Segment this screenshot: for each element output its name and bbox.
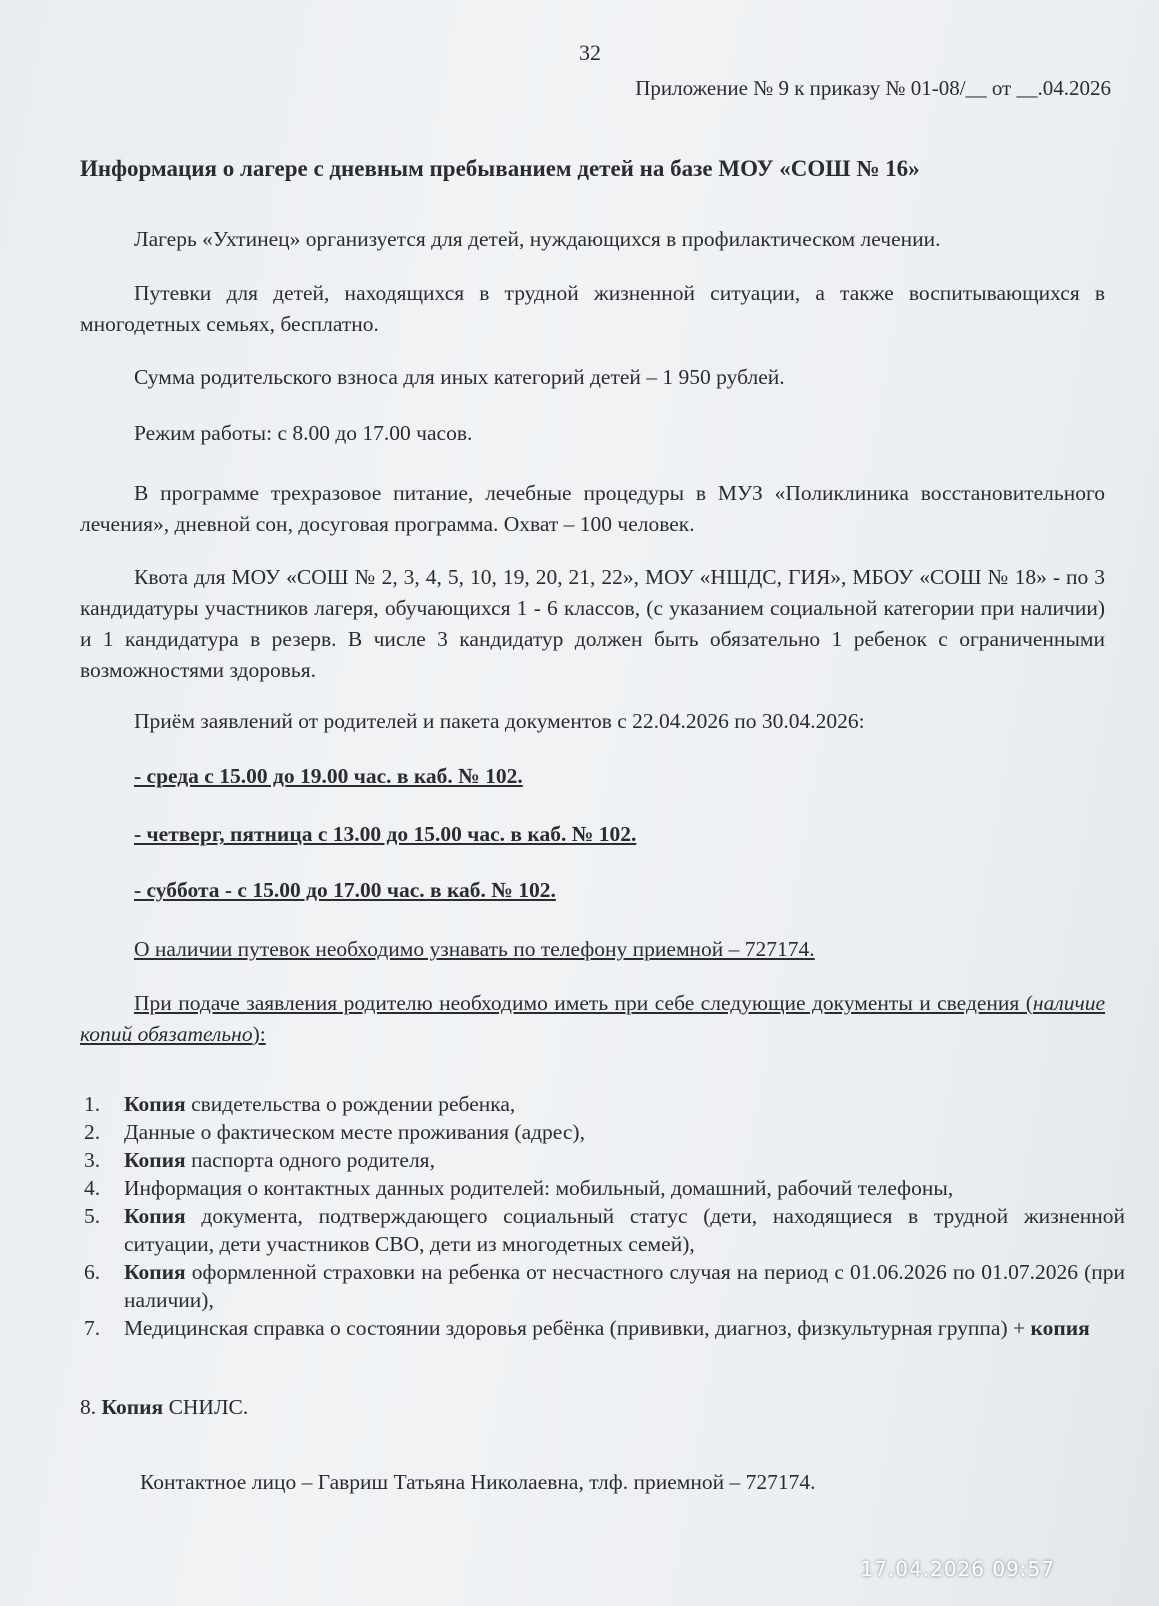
document-item-bold: Копия: [124, 1148, 186, 1172]
document-item-bold: Копия: [101, 1395, 164, 1419]
document-item: [80, 1090, 1125, 1118]
vouchers-paragraph: Путевки для детей, находящихся в трудной жизненной ситуации, а также воспитывающихся в многодетных семьях, бесплатно.: [80, 281, 1105, 336]
document-item-suffix-bold: копия: [1030, 1316, 1090, 1340]
document-item: [80, 1174, 1125, 1202]
document-item-number: 2.: [84, 1120, 101, 1144]
document-item: [80, 1118, 1125, 1146]
fee-paragraph: Сумма родительского взноса для иных категорий детей – 1 950 рублей.: [134, 365, 785, 389]
document-item-text: оформленной страховки на ребенка от несчастного случая на период с 01.06.2026 по 01.07.2026 (при наличии),: [124, 1260, 1125, 1312]
document-item-text: СНИЛС.: [163, 1395, 249, 1419]
document-title: Информация о лагере с дневным пребыванием детей на базе МОУ «СОШ № 16»: [80, 156, 920, 181]
document-item-number: 6.: [84, 1260, 101, 1284]
document-item-text: паспорта одного родителя,: [185, 1148, 435, 1172]
document-item-text: свидетельства о рождении ребенка,: [185, 1092, 516, 1116]
document-item-text: Медицинская справка о состоянии здоровья ребёнка (прививки, диагноз, физкультурная группа) +: [124, 1316, 1031, 1340]
document-item-bold: Копия: [124, 1092, 186, 1116]
schedule-item-wednesday: - среда с 15.00 до 19.00 час. в каб. № 102.: [134, 764, 523, 788]
document-item: [80, 1146, 1125, 1174]
document-item-number: 8.: [80, 1395, 97, 1419]
camp-paragraph: Лагерь «Ухтинец» организуется для детей, нуждающихся в профилактическом лечении.: [134, 227, 941, 251]
document-item-text: документа, подтверждающего социальный статус (дети, находящиеся в трудной жизненной ситуации, дети участников СВО, дети из многодетных семей),: [124, 1204, 1125, 1256]
appendix-reference: Приложение № 9 к приказу № 01-08/__ от __.04.2026: [635, 76, 1111, 100]
documents-intro-emphasis: наличие копий обязательно: [80, 991, 1105, 1046]
documents-intro-tail: ):: [252, 1022, 266, 1046]
document-item-text: Информация о контактных данных родителей: мобильный, домашний, рабочий телефоны,: [124, 1176, 954, 1200]
hours-paragraph: Режим работы: с 8.00 до 17.00 часов.: [134, 421, 473, 445]
document-item-number: 5.: [84, 1204, 101, 1228]
document-item: [80, 1314, 1125, 1342]
document-item-bold: Копия: [124, 1260, 186, 1284]
phone-note: О наличии путевок необходимо узнавать по телефону приемной – 727174.: [134, 937, 815, 961]
document-item-text: Данные о фактическом месте проживания (адрес),: [124, 1120, 585, 1144]
document-item: [80, 1258, 1125, 1314]
document-item: [80, 1202, 1125, 1258]
documents-intro-lead: При подаче заявления родителю необходимо иметь при себе следующие документы и сведения (: [134, 991, 1033, 1015]
documents-intro: [80, 988, 1105, 1050]
document-item-number: 3.: [84, 1148, 101, 1172]
schedule-item-thursday-friday: - четверг, пятница с 13.00 до 15.00 час. в каб. № 102.: [134, 822, 637, 846]
schedule-item-saturday: - суббота - с 15.00 до 17.00 час. в каб. № 102.: [134, 878, 556, 902]
photo-timestamp: 17.04.2026 09:57: [860, 1557, 1055, 1581]
page-number: 32: [579, 40, 601, 65]
program-paragraph: В программе трехразовое питание, лечебные процедуры в МУЗ «Поликлиника восстановительного лечения», дневной сон, досуговая программа. Охват – 100 человек.: [80, 481, 1105, 536]
contact-line: Контактное лицо – Гавриш Татьяна Николаевна, тлф. приемной – 727174.: [140, 1470, 816, 1494]
document-item-snils: [80, 1395, 248, 1420]
document-item-bold: Копия: [124, 1204, 186, 1228]
document-item-number: 1.: [84, 1092, 101, 1116]
quota-paragraph: Квота для МОУ «СОШ № 2, 3, 4, 5, 10, 19, 20, 21, 22», МОУ «НШДС, ГИЯ», МБОУ «СОШ № 18» - по 3 кандидатуры участников лагеря, обучающихся 1 - 6 классов, (с указанием социальной категории при наличии) и 1 кандидатура в резерв. В числе 3 кандидатур должен быть обязательно 1 ребенок с ограниченными возможностями здоровья.: [80, 565, 1105, 682]
document-item-number: 4.: [84, 1176, 101, 1200]
documents-list: [80, 1090, 1125, 1342]
reception-paragraph: Приём заявлений от родителей и пакета документов с 22.04.2026 по 30.04.2026:: [134, 709, 865, 733]
document-item-number: 7.: [84, 1316, 101, 1340]
